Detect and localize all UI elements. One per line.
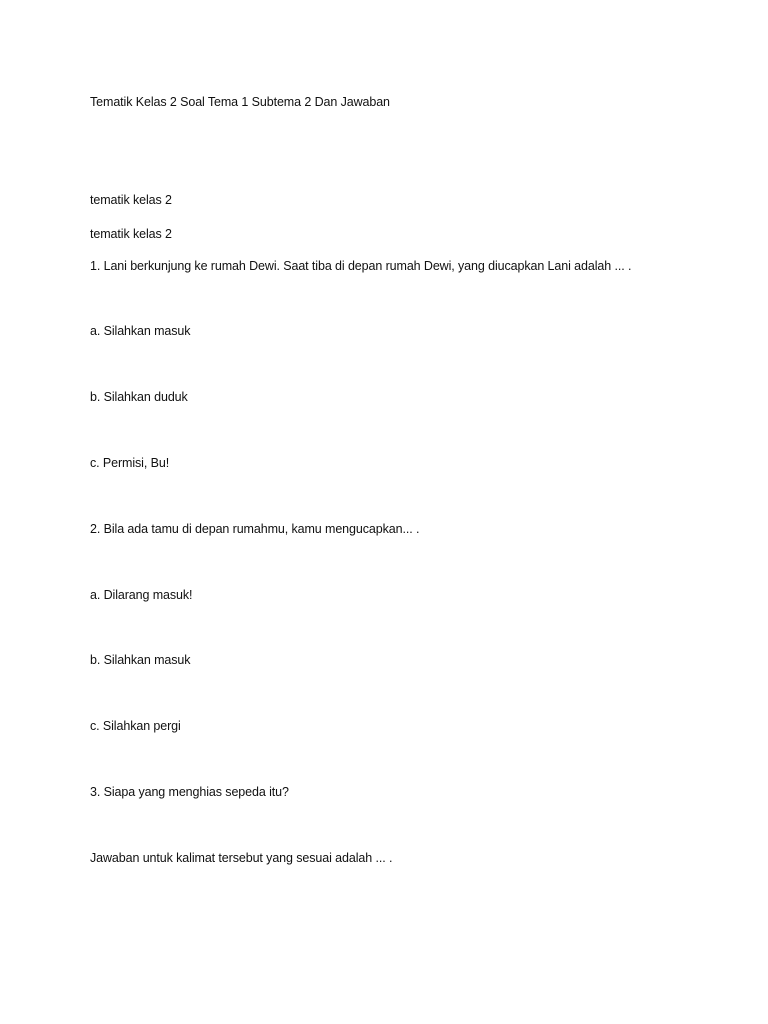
question-2-text: 2. Bila ada tamu di depan rumahmu, kamu mengucapkan... .: [90, 522, 420, 536]
question-3-statement: Jawaban untuk kalimat tersebut yang sesuai adalah ... .: [90, 851, 393, 865]
question-1-option-c: c. Permisi, Bu!: [90, 456, 170, 470]
subheading: tematik kelas 2: [90, 227, 172, 241]
question-3-text: 3. Siapa yang menghias sepeda itu?: [90, 785, 289, 799]
question-2-option-a: a. Dilarang masuk!: [90, 588, 193, 602]
subheading: tematik kelas 2: [90, 193, 172, 207]
question-1-option-b: b. Silahkan duduk: [90, 390, 188, 404]
question-1-option-a: a. Silahkan masuk: [90, 324, 191, 338]
question-1-text: 1. Lani berkunjung ke rumah Dewi. Saat tiba di depan rumah Dewi, yang diucapkan Lani adalah ... .: [90, 259, 632, 273]
question-2-option-b: b. Silahkan masuk: [90, 653, 191, 667]
document-title: Tematik Kelas 2 Soal Tema 1 Subtema 2 Dan Jawaban: [90, 95, 390, 109]
question-2-option-c: c. Silahkan pergi: [90, 719, 181, 733]
